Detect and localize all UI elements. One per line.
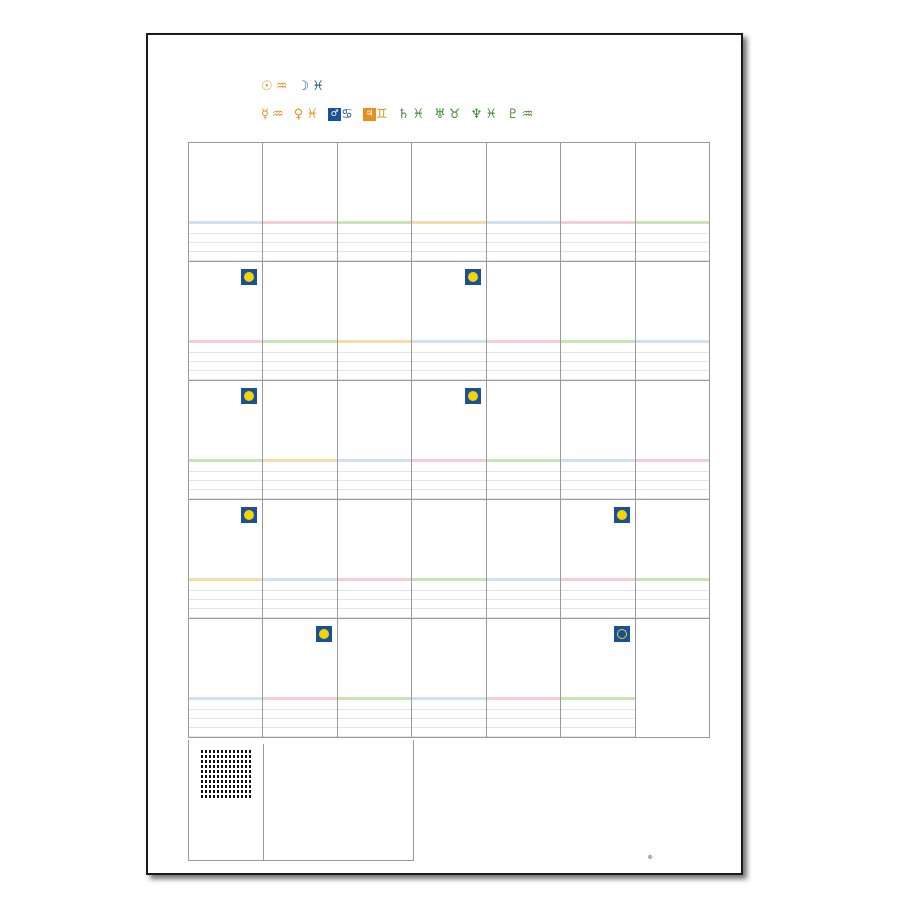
aspect-lines — [561, 344, 634, 380]
aspect-line — [263, 701, 336, 710]
moon-phase-icon — [241, 388, 257, 404]
moon-sign-band — [412, 697, 485, 700]
aspect-line — [338, 719, 411, 728]
aspect-line — [189, 490, 262, 499]
aspect-line — [189, 252, 262, 261]
aspect-line — [636, 252, 709, 261]
day-cell — [560, 143, 634, 261]
aspect-lines — [561, 701, 634, 737]
aspect-line — [338, 701, 411, 710]
day-cell — [337, 143, 411, 261]
day-cell — [188, 381, 262, 499]
aspect-line — [636, 225, 709, 234]
aspect-lines — [189, 463, 262, 499]
aspect-line — [412, 719, 485, 728]
day-cell — [337, 500, 411, 618]
moon-disc — [319, 629, 329, 639]
aspect-line — [338, 728, 411, 737]
aspect-lines — [412, 701, 485, 737]
aspect-line — [412, 710, 485, 719]
day-cell — [411, 143, 485, 261]
aspect-lines — [189, 701, 262, 737]
moon-disc — [244, 391, 254, 401]
day-cell — [337, 619, 411, 737]
aspect-lines — [263, 225, 336, 261]
aspect-line — [561, 472, 634, 481]
aspect-line — [636, 362, 709, 371]
brand-logo: ® — [648, 855, 653, 861]
aspect-line — [189, 481, 262, 490]
moon-sign-band — [263, 221, 336, 224]
moon-phase-icon — [241, 269, 257, 285]
aspect-line — [263, 371, 336, 380]
aspect-line — [338, 243, 411, 252]
day-cell — [560, 619, 634, 737]
week-row — [188, 380, 710, 499]
aspect-line — [338, 582, 411, 591]
aspect-lines — [338, 225, 411, 261]
weekday-thu — [486, 132, 561, 142]
aspect-line — [487, 600, 560, 609]
aspect-line — [487, 463, 560, 472]
aspect-line — [263, 481, 336, 490]
moon-sign-band — [338, 221, 411, 224]
aspect-line — [487, 582, 560, 591]
aspect-line — [263, 582, 336, 591]
day-cell — [262, 262, 336, 380]
aspect-line — [412, 490, 485, 499]
day-cell — [560, 500, 634, 618]
aspect-line — [412, 600, 485, 609]
moon-sign-band — [263, 459, 336, 462]
aspect-line — [412, 609, 485, 618]
day-cell — [337, 262, 411, 380]
aspect-line — [487, 710, 560, 719]
moon-sign-band — [338, 340, 411, 343]
day-cell — [262, 619, 336, 737]
aspect-line — [338, 472, 411, 481]
aspect-line — [263, 362, 336, 371]
aspect-line — [561, 719, 634, 728]
aspect-line — [561, 481, 634, 490]
aspect-line — [561, 710, 634, 719]
weekday-sat — [635, 132, 710, 142]
aspect-line — [487, 701, 560, 710]
aspect-list-left — [263, 744, 268, 860]
moon-sign-band — [561, 340, 634, 343]
aspect-line — [338, 225, 411, 234]
aspect-lines — [412, 344, 485, 380]
qr-code-icon — [201, 748, 251, 798]
day-cell — [411, 381, 485, 499]
aspect-line — [487, 609, 560, 618]
weekday-wed — [412, 132, 487, 142]
day-cell — [262, 381, 336, 499]
aspect-line — [487, 252, 560, 261]
aspect-line — [412, 701, 485, 710]
moon-disc — [244, 510, 254, 520]
aspect-lines — [487, 582, 560, 618]
aspect-line — [263, 225, 336, 234]
aspect-line — [412, 344, 485, 353]
aspect-line — [412, 472, 485, 481]
aspect-line — [189, 701, 262, 710]
event-list — [555, 69, 723, 117]
day-cell — [188, 500, 262, 618]
aspect-lines — [487, 463, 560, 499]
moon-sign-band — [189, 697, 262, 700]
aspect-line — [561, 609, 634, 618]
moon-sign-band — [189, 221, 262, 224]
aspect-line — [561, 225, 634, 234]
aspect-line — [487, 225, 560, 234]
day-cell — [486, 381, 560, 499]
calendar-sheet — [146, 33, 743, 875]
aspect-line — [263, 719, 336, 728]
aspect-lines — [338, 344, 411, 380]
moon-sign-band — [487, 697, 560, 700]
aspect-line — [561, 490, 634, 499]
aspect-line — [636, 591, 709, 600]
moon-phase-icon — [465, 269, 481, 285]
jupiter-gemini-icon: ♃ — [363, 108, 376, 121]
day-cell — [411, 500, 485, 618]
aspect-line — [189, 600, 262, 609]
aspect-line — [189, 719, 262, 728]
event-row — [555, 79, 723, 89]
aspect-line — [338, 609, 411, 618]
month-grid — [188, 132, 710, 738]
weekday-fri — [561, 132, 636, 142]
day-cell — [635, 619, 710, 737]
moon-pisces-icon: ☽♓ — [297, 79, 327, 94]
aspect-line — [636, 234, 709, 243]
aspect-lines — [189, 344, 262, 380]
aspect-line — [561, 582, 634, 591]
aspect-line — [263, 600, 336, 609]
aspect-lines — [338, 463, 411, 499]
aspect-lines — [189, 582, 262, 618]
week-row — [188, 618, 710, 738]
moon-sign-band — [338, 697, 411, 700]
moon-sign-band — [412, 340, 485, 343]
moon-phase-icon — [316, 626, 332, 642]
aspect-line — [561, 463, 634, 472]
moon-sign-band — [636, 221, 709, 224]
aspect-line — [636, 243, 709, 252]
event-row — [555, 88, 723, 98]
aspect-line — [189, 463, 262, 472]
moon-sign-band — [189, 578, 262, 581]
aspect-line — [263, 472, 336, 481]
moon-sign-band — [487, 340, 560, 343]
aspect-line — [412, 362, 485, 371]
aspect-line — [338, 234, 411, 243]
uranus-taurus-icon: ♅♉ — [434, 107, 464, 122]
aspect-lines — [189, 225, 262, 261]
moon-sign-band — [189, 340, 262, 343]
aspect-line — [636, 463, 709, 472]
aspect-line — [487, 591, 560, 600]
aspect-lines — [636, 344, 709, 380]
moon-disc — [468, 272, 478, 282]
aspect-lines — [636, 463, 709, 499]
aspect-line — [487, 371, 560, 380]
moon-sign-band — [487, 459, 560, 462]
aspect-line — [263, 490, 336, 499]
week-row — [188, 142, 710, 261]
aspect-line — [561, 353, 634, 362]
aspect-line — [189, 710, 262, 719]
aspect-line — [263, 243, 336, 252]
aspect-line — [636, 490, 709, 499]
aspect-line — [412, 591, 485, 600]
aspect-lines — [412, 225, 485, 261]
aspect-lines — [412, 463, 485, 499]
aspect-line — [263, 609, 336, 618]
moon-sign-band — [263, 697, 336, 700]
day-cell — [337, 381, 411, 499]
next-month-calendar — [567, 745, 703, 747]
aspect-lines — [561, 225, 634, 261]
week-row — [188, 261, 710, 380]
moon-phase-icon — [614, 626, 630, 642]
day-cell — [560, 381, 634, 499]
moon-sign-band — [338, 578, 411, 581]
aspect-lines — [412, 582, 485, 618]
moon-sign-band — [636, 459, 709, 462]
day-cell — [188, 143, 262, 261]
weekday-sun — [188, 132, 263, 142]
moon-disc — [468, 391, 478, 401]
moon-sign-band — [636, 578, 709, 581]
aspect-line — [412, 463, 485, 472]
aspect-line — [338, 710, 411, 719]
aspect-line — [636, 472, 709, 481]
aspect-line — [561, 252, 634, 261]
weekday-header — [188, 132, 710, 142]
aspect-line — [263, 710, 336, 719]
aspect-line — [189, 582, 262, 591]
aspect-line — [561, 243, 634, 252]
aspect-line — [338, 362, 411, 371]
day-cell — [635, 262, 710, 380]
aspect-line — [189, 362, 262, 371]
aspect-line — [561, 234, 634, 243]
aspect-line — [189, 344, 262, 353]
aspect-line — [636, 353, 709, 362]
aspect-lines — [263, 344, 336, 380]
sun-aquarius-icon: ☉♒ — [261, 79, 291, 94]
sign-glyph-row-1 — [261, 79, 327, 94]
aspect-line — [338, 344, 411, 353]
aspect-lines — [263, 701, 336, 737]
aspect-line — [263, 463, 336, 472]
aspect-lines — [636, 225, 709, 261]
moon-phase-icon — [465, 388, 481, 404]
day-cell — [486, 143, 560, 261]
aspect-line — [561, 728, 634, 737]
moon-sign-band — [338, 459, 411, 462]
mars-cancer-icon: ♂ — [328, 108, 341, 121]
aspect-line — [412, 481, 485, 490]
aspect-lines — [561, 463, 634, 499]
aspect-lines — [338, 701, 411, 737]
saturn-pisces-icon: ♄♓ — [397, 107, 428, 122]
day-cell — [486, 500, 560, 618]
aspect-line — [189, 472, 262, 481]
aspect-line — [561, 600, 634, 609]
aspect-line — [412, 582, 485, 591]
moon-disc — [617, 510, 627, 520]
aspect-line — [189, 234, 262, 243]
aspect-line — [338, 600, 411, 609]
aspect-line — [189, 243, 262, 252]
moon-sign-band — [412, 459, 485, 462]
aspect-line — [561, 371, 634, 380]
aspect-line — [636, 481, 709, 490]
moon-sign-band — [561, 459, 634, 462]
aspect-line — [487, 234, 560, 243]
aspect-line — [412, 234, 485, 243]
aspect-line — [487, 728, 560, 737]
aspect-line — [263, 591, 336, 600]
pluto-aquarius-icon: ♇♒ — [507, 107, 537, 122]
day-cell — [486, 619, 560, 737]
aspect-line — [338, 490, 411, 499]
aspect-lines — [561, 582, 634, 618]
aspect-line — [263, 353, 336, 362]
aspect-line — [487, 353, 560, 362]
aspect-line — [487, 243, 560, 252]
aspect-line — [338, 371, 411, 380]
aspect-line — [561, 701, 634, 710]
aspect-line — [263, 234, 336, 243]
moon-sign-band — [561, 697, 634, 700]
aspect-line — [338, 353, 411, 362]
aspect-line — [338, 463, 411, 472]
aspect-line — [412, 252, 485, 261]
weekday-mon — [263, 132, 338, 142]
aspect-line — [189, 609, 262, 618]
aspect-lines — [636, 582, 709, 618]
venus-pisces-icon: ♀♓ — [293, 107, 321, 122]
moon-sign-band — [487, 221, 560, 224]
weekday-tue — [337, 132, 412, 142]
event-row — [555, 107, 723, 117]
aspect-line — [189, 225, 262, 234]
aspect-line — [561, 344, 634, 353]
aspect-line — [189, 353, 262, 362]
aspect-lines — [487, 225, 560, 261]
aspect-lines — [487, 701, 560, 737]
moon-disc — [244, 272, 254, 282]
day-cell — [188, 619, 262, 737]
day-cell — [411, 619, 485, 737]
aspect-line — [412, 728, 485, 737]
moon-sign-band — [263, 578, 336, 581]
aspect-line — [487, 481, 560, 490]
aspect-line — [636, 600, 709, 609]
day-cell — [262, 143, 336, 261]
aspect-lines — [263, 582, 336, 618]
aspect-line — [338, 591, 411, 600]
event-row — [555, 98, 723, 108]
moon-sign-band — [412, 221, 485, 224]
day-cell — [635, 500, 710, 618]
aspect-line — [189, 728, 262, 737]
aspect-line — [412, 371, 485, 380]
aspect-line — [487, 362, 560, 371]
aspect-lines — [263, 463, 336, 499]
moon-phase-icon — [241, 507, 257, 523]
aspect-line — [263, 344, 336, 353]
aspect-line — [487, 719, 560, 728]
aspect-panel — [188, 740, 414, 861]
aspect-lines — [338, 582, 411, 618]
aspect-line — [636, 582, 709, 591]
aspect-line — [412, 225, 485, 234]
aspect-line — [487, 490, 560, 499]
day-cell — [411, 262, 485, 380]
aspect-line — [338, 481, 411, 490]
neptune-pisces-icon: ♆♓ — [470, 107, 500, 122]
aspect-line — [487, 344, 560, 353]
moon-sign-band — [189, 459, 262, 462]
aspect-line — [263, 728, 336, 737]
day-cell — [486, 262, 560, 380]
moon-phase-icon — [614, 507, 630, 523]
aspect-lines — [487, 344, 560, 380]
day-cell — [635, 381, 710, 499]
aspect-line — [189, 371, 262, 380]
moon-sign-band — [263, 340, 336, 343]
aspect-line — [487, 472, 560, 481]
week-row — [188, 499, 710, 618]
day-cell — [635, 143, 710, 261]
sign-glyph-row-2: ☿♒ ♀♓ ♂ ♋ ♃ ♊ ♄♓ ♅♉ ♆♓ ♇♒ — [261, 107, 537, 122]
moon-disc — [617, 629, 627, 639]
aspect-line — [561, 591, 634, 600]
aspect-line — [263, 252, 336, 261]
moon-sign-band — [636, 340, 709, 343]
day-cell — [560, 262, 634, 380]
aspect-line — [636, 371, 709, 380]
moon-sign-band — [412, 578, 485, 581]
moon-sign-band — [561, 578, 634, 581]
day-cell — [262, 500, 336, 618]
aspect-line — [636, 609, 709, 618]
aspect-line — [561, 362, 634, 371]
day-cell — [188, 262, 262, 380]
aspect-line — [412, 243, 485, 252]
mercury-aquarius-icon: ☿♒ — [261, 107, 287, 122]
moon-sign-band — [561, 221, 634, 224]
aspect-line — [338, 252, 411, 261]
aspect-line — [412, 353, 485, 362]
aspect-line — [636, 344, 709, 353]
event-row — [555, 69, 723, 79]
moon-sign-band — [487, 578, 560, 581]
aspect-line — [189, 591, 262, 600]
